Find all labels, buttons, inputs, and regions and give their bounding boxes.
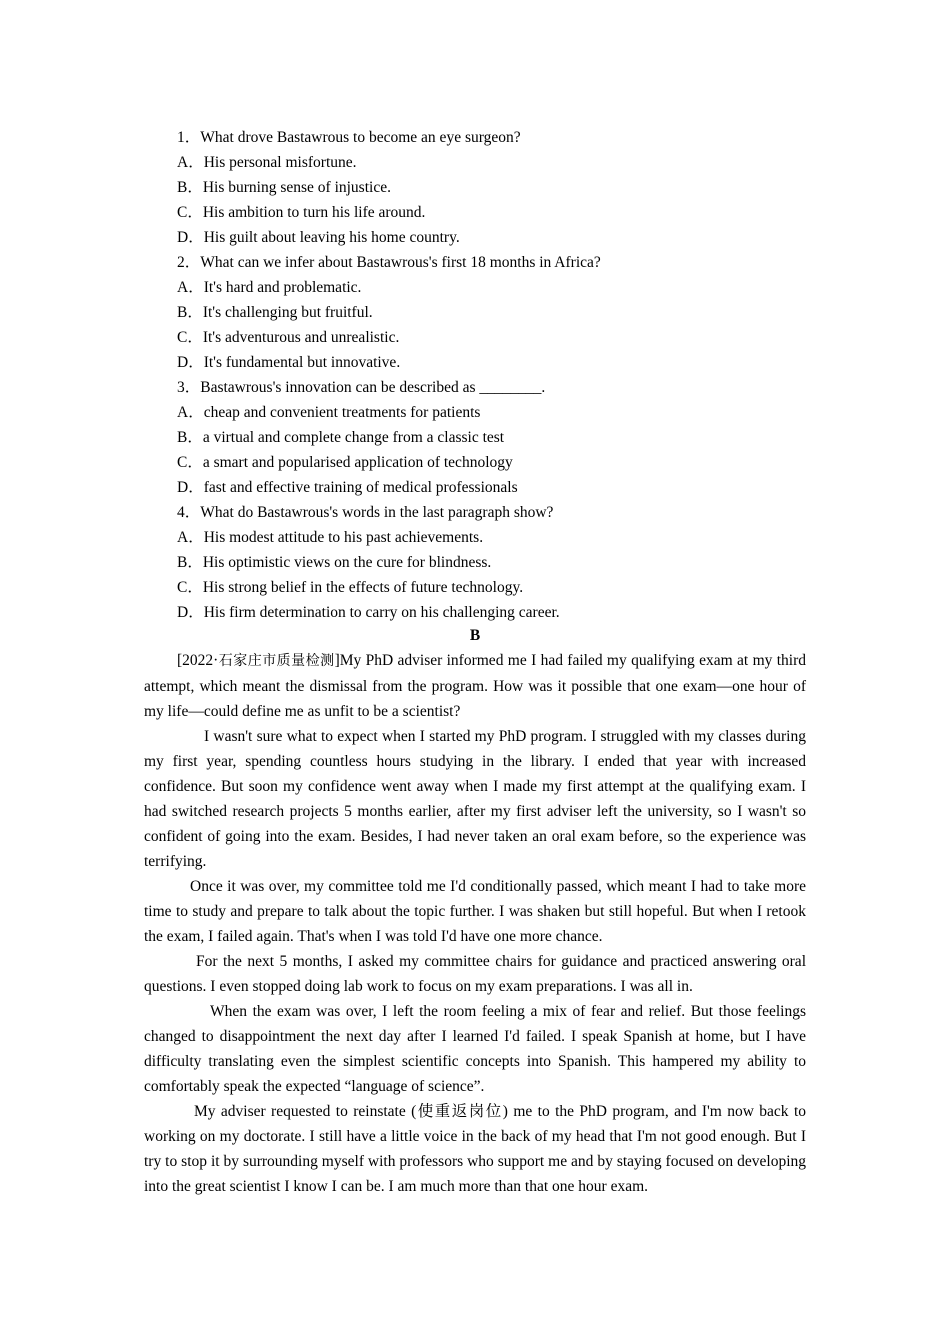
- answer-option: A．cheap and convenient treatments for patients: [177, 404, 481, 421]
- answer-option: B．His optimistic views on the cure for blindness.: [177, 554, 492, 571]
- answer-option: B．His burning sense of injustice.: [177, 179, 391, 196]
- answer-option: C．His strong belief in the effects of future technology.: [177, 579, 524, 596]
- passage-paragraph: [2022·石家庄市质量检测]My PhD adviser informed me I had failed my qualifying exam at my third attempt, which meant the dismissal from the program. How was it possible that one exam—one hour of my life—could define me as unfit to be a scientist?: [144, 652, 807, 720]
- question-list: [177, 125, 817, 625]
- question-stem: 1．What drove Bastawrous to become an eye surgeon?: [177, 129, 521, 146]
- question-stem: 4．What do Bastawrous's words in the last paragraph show?: [177, 504, 554, 521]
- section-heading: B: [469, 627, 481, 644]
- answer-option: D．His firm determination to carry on his challenging career.: [177, 604, 560, 621]
- answer-option: B．a virtual and complete change from a classic test: [177, 429, 505, 446]
- answer-option: A．His modest attitude to his past achievements.: [177, 529, 484, 546]
- passage-paragraph: For the next 5 months, I asked my committee chairs for guidance and practiced answering oral questions. I even stopped doing lab work to focus on my exam preparations. I was all in.: [144, 953, 806, 995]
- answer-option: B．It's challenging but fruitful.: [177, 304, 373, 321]
- answer-option: D．It's fundamental but innovative.: [177, 354, 401, 371]
- answer-option: A．It's hard and problematic.: [177, 279, 362, 296]
- source-tag: [2022·石家庄市质量检测]: [177, 652, 340, 669]
- answer-option: A．His personal misfortune.: [177, 154, 357, 171]
- answer-option: D．fast and effective training of medical professionals: [177, 479, 518, 496]
- answer-option: C．a smart and popularised application of technology: [177, 454, 513, 471]
- passage-paragraph: When the exam was over, I left the room feeling a mix of fear and relief. But those feelings changed to disappointment the next day after I learned I'd failed. I speak Spanish at home, but I have difficulty translating even the simplest scientific concepts into Spanish. This hampered my ability to comfortably speak the expected “language of science”.: [144, 1003, 806, 1095]
- reading-passage: [144, 648, 806, 1199]
- question-stem: 3．Bastawrous's innovation can be described as ________.: [177, 379, 546, 396]
- answer-option: C．It's adventurous and unrealistic.: [177, 329, 400, 346]
- question-stem: 2．What can we infer about Bastawrous's first 18 months in Africa?: [177, 254, 601, 271]
- passage-paragraph: Once it was over, my committee told me I'd conditionally passed, which meant I had to take more time to study and prepare to talk about the topic further. I was shaken but still hopeful. But when I retook the exam, I failed again. That's when I was told I'd have one more chance.: [144, 878, 806, 945]
- passage-paragraph: My adviser requested to reinstate (使重返岗位) me to the PhD program, and I'm now back to working on my doctorate. I still have a little voice in the back of my head that I'm not good enough. But I try to stop it by surrounding myself with professors who support me and by staying focused on developing into the great scientist I know I can be. I am much more than that one hour exam.: [144, 1103, 806, 1195]
- answer-option: C．His ambition to turn his life around.: [177, 204, 426, 221]
- passage-paragraph: I wasn't sure what to expect when I started my PhD program. I struggled with my classes during my first year, spending countless hours studying in the library. I ended that year with increased confidence. But soon my confidence went away when I made my first attempt at the qualifying exam. I had switched research projects 5 months earlier, after my first adviser left the university, so I wasn't so confident of going into the exam. Besides, I had never taken an oral exam before, so the experience was terrifying.: [144, 728, 806, 870]
- answer-option: D．His guilt about leaving his home country.: [177, 229, 460, 246]
